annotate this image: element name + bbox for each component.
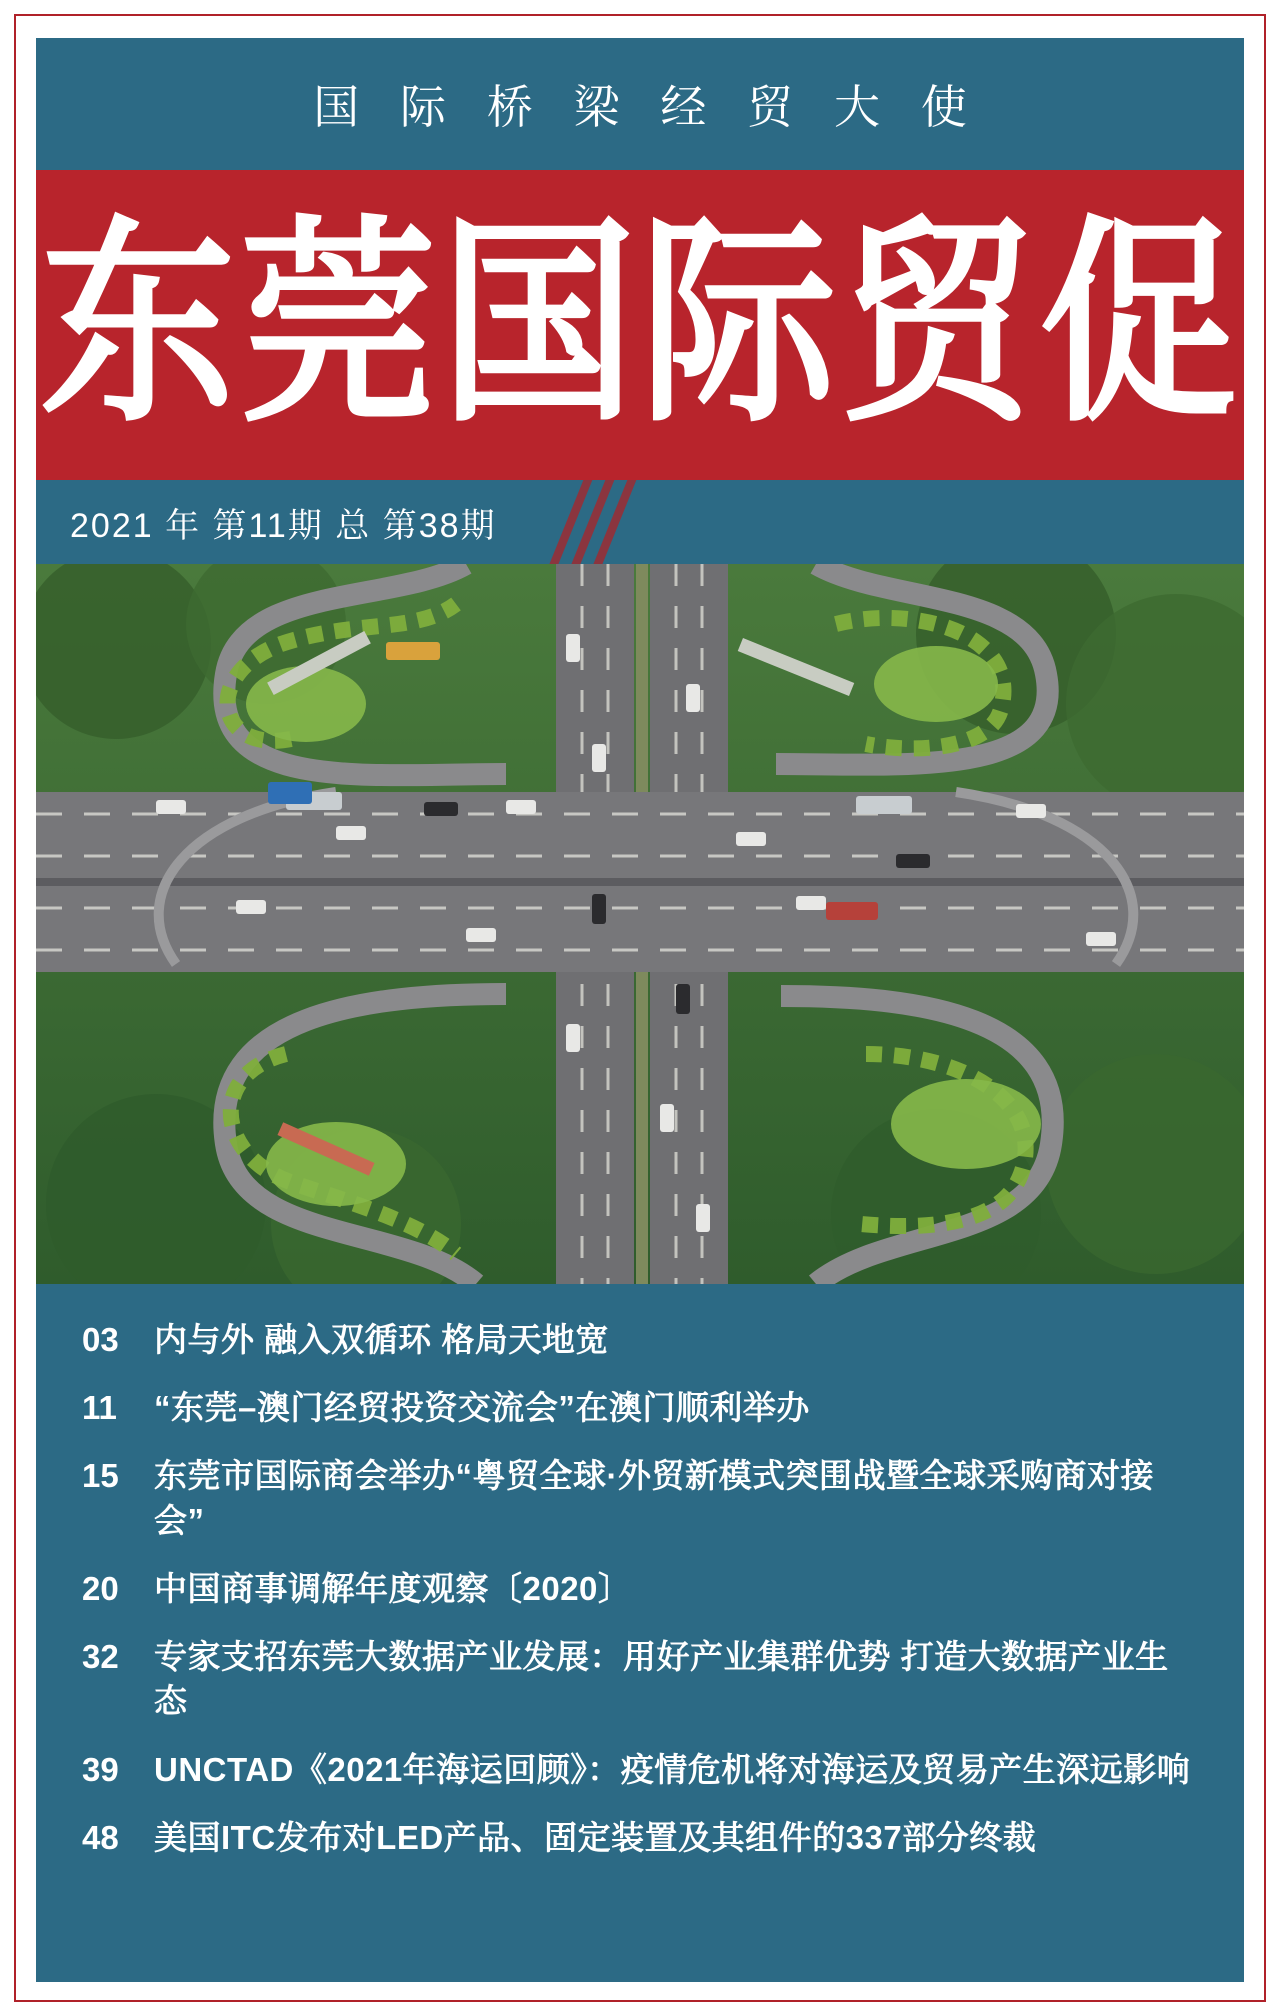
toc-article-title: 内与外 融入双循环 格局天地宽	[154, 1321, 609, 1358]
cover-tagline: 国 际 桥 梁 经 贸 大 使	[313, 81, 981, 133]
toc-article-title: “东莞–澳门经贸投资交流会”在澳门顺利举办	[154, 1389, 810, 1427]
toc-page-number: 03	[82, 1321, 119, 1358]
toc-article-title: 美国ITC发布对LED产品、固定装置及其组件的337部分终裁	[154, 1818, 1037, 1856]
decorative-slashes	[566, 480, 796, 564]
toc-article-title: 东莞市国际商会举办“粤贸全球·外贸新模式突围战暨全球采购商对接会”	[154, 1457, 1154, 1539]
toc-article-title: 中国商事调解年度观察〔2020〕	[154, 1569, 632, 1607]
toc-item[interactable]	[82, 1318, 1198, 1362]
toc-page-number: 39	[82, 1750, 119, 1788]
toc-item[interactable]	[82, 1454, 1198, 1542]
magazine-title: 东莞国际贸促	[39, 201, 1240, 448]
masthead-band	[36, 170, 1244, 480]
toc-page-number: 11	[82, 1389, 117, 1427]
toc-item[interactable]	[82, 1816, 1198, 1860]
toc-item[interactable]	[82, 1567, 1198, 1611]
issue-number: 2021 年 第11期 总 第38期	[70, 506, 497, 545]
toc-item[interactable]	[82, 1748, 1198, 1792]
highway-interchange-illustration	[36, 564, 1244, 1284]
toc-page-number: 20	[82, 1569, 119, 1607]
toc-item[interactable]	[82, 1386, 1198, 1430]
cover-inner	[36, 38, 1244, 1982]
cover-photo	[36, 564, 1244, 1284]
toc-item[interactable]	[82, 1635, 1198, 1723]
toc-article-title: UNCTAD《2021年海运回顾》：疫情危机将对海运及贸易产生深远影响	[154, 1750, 1191, 1788]
toc-page-number: 48	[82, 1818, 119, 1856]
table-of-contents	[36, 1284, 1244, 1982]
toc-page-number: 32	[82, 1638, 119, 1676]
toc-page-number: 15	[82, 1457, 119, 1495]
toc-article-title: 专家支招东莞大数据产业发展：用好产业集群优势 打造大数据产业生态	[154, 1638, 1169, 1720]
tagline-band	[36, 38, 1244, 170]
issue-band	[36, 480, 1244, 564]
